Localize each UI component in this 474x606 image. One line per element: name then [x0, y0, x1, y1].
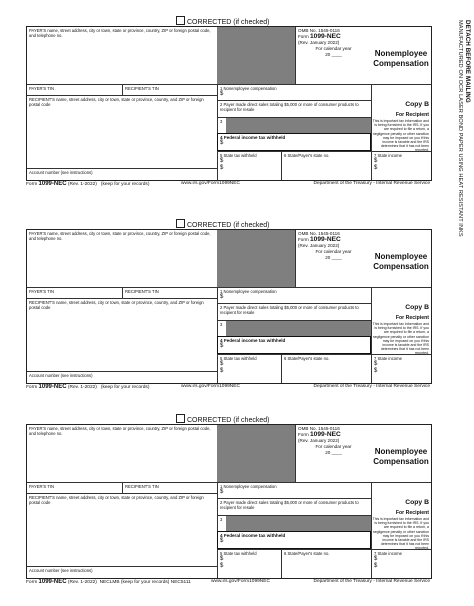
recipient-tin-label: RECIPIENT'S TIN: [125, 484, 159, 489]
box-2-field[interactable]: [217, 303, 371, 320]
payer-info-label: PAYER'S name, street address, city or town, state or province, country, ZIP or foreign postal code, and telephone no.: [29, 231, 211, 241]
footer-url: www.irs.gov/Form1099NEC: [211, 579, 270, 584]
copy-label: Copy B: [405, 101, 429, 108]
corrected-label: CORRECTED (if checked): [187, 19, 270, 26]
box-6-label: 6 State/Payer's state no.: [284, 356, 330, 361]
payer-tin-label: PAYER'S TIN: [29, 484, 54, 489]
payer-tin-label: PAYER'S TIN: [29, 86, 54, 91]
form-revision: (Rev. January 2022): [298, 438, 340, 443]
omb-number: OMB No. 1545-0116: [298, 426, 340, 431]
footer-form-name: 1099-NEC: [38, 579, 67, 585]
tax-notice: This is important tax information and is being furnished to the IRS. If you are required to file a return, a negligence penalty or other sanction may be imposed on you if this income is taxable and the IRS determines that it has not been reported.: [372, 517, 429, 551]
box-7-label: 7 State income: [374, 356, 402, 361]
paper-notice: MANUFACTURED ON OCR LASER BOND PAPER USING HEAT RESISTANT INKS: [457, 20, 463, 237]
box-3-shading: [226, 118, 371, 133]
form-prefix: Form: [298, 432, 309, 437]
footer-keep-note: (keep for your records): [100, 182, 150, 187]
corrected-label: CORRECTED (if checked): [187, 222, 270, 229]
form-1099-nec: [26, 229, 432, 384]
box-3-label: 3: [220, 119, 223, 124]
box-6-label: 6 State/Payer's state no.: [284, 551, 330, 556]
box-7-field[interactable]: [371, 151, 431, 180]
box-6-field[interactable]: [281, 354, 371, 383]
form-revision: (Rev. January 2022): [298, 243, 340, 248]
box-4-field[interactable]: [217, 531, 371, 549]
calendar-year-label: For calendar year: [315, 249, 352, 254]
payer-tin-field[interactable]: [27, 84, 122, 95]
form-revision: (Rev. January 2022): [298, 40, 340, 45]
form-name: 1099-NEC: [310, 33, 341, 40]
form-name: 1099-NEC: [310, 431, 341, 438]
copy-label: Copy B: [405, 499, 429, 506]
box-7-label: 7 State income: [374, 551, 402, 556]
payer-info-label: PAYER'S name, street address, city or town, state or province, country, ZIP or foreign postal code, and telephone no.: [29, 28, 211, 38]
payer-tin-field[interactable]: [27, 287, 122, 298]
footer-url: www.irs.gov/Form1099NEC: [181, 384, 240, 389]
dollar-sign: $: [220, 556, 224, 562]
dollar-sign: $: [220, 361, 224, 367]
form-title: Nonemployee Compensation: [373, 49, 429, 68]
dollar-sign: $: [220, 563, 224, 569]
box-4-label: 4 Federal income tax withheld: [220, 135, 286, 140]
footer-form-prefix: Form: [26, 385, 38, 390]
recipient-tin-field[interactable]: [122, 84, 217, 95]
calendar-year-value[interactable]: 20 ____: [325, 255, 342, 260]
footer-keep-note: (keep for your records): [100, 385, 150, 390]
box-3-label: 3: [220, 517, 223, 522]
box-2-field[interactable]: [217, 100, 371, 117]
tax-notice: This is important tax information and is being furnished to the IRS. If you are required to file a return, a negligence penalty or other sanction may be imposed on you if this income is taxable and the IRS determines that it has not been reported.: [372, 322, 429, 356]
recipient-address-label: RECIPIENT'S name, street address, city or town, state or province, country, and ZIP or foreign postal code: [29, 495, 204, 505]
box-5-label: 5 State tax withheld: [220, 551, 257, 556]
dollar-sign: $: [220, 343, 224, 349]
form-1099-nec: [26, 424, 432, 579]
box-5-label: 5 State tax withheld: [220, 153, 257, 158]
corrected-checkbox[interactable]: [176, 219, 185, 228]
recipient-tin-label: RECIPIENT'S TIN: [125, 86, 159, 91]
dollar-sign: $: [374, 361, 378, 367]
dollar-sign: $: [220, 165, 224, 171]
dollar-sign: $: [220, 158, 224, 164]
footer-form-prefix: Form: [26, 580, 38, 585]
recipient-address-field[interactable]: [27, 95, 217, 168]
side-margin-text: [455, 0, 474, 300]
form-copy-3: [26, 414, 432, 604]
box-3-shading: [226, 516, 371, 531]
form-copy-1: [26, 16, 432, 206]
payer-info-field[interactable]: [27, 230, 217, 287]
box-5-field[interactable]: [217, 549, 281, 578]
dollar-sign: $: [374, 556, 378, 562]
omb-box: [295, 27, 371, 84]
omb-box: [295, 230, 371, 287]
for-recipient-label: For Recipient: [395, 112, 429, 118]
account-number-label: Account number (see instructions): [29, 373, 93, 378]
footer-url: www.irs.gov/Form1099NEC: [181, 181, 240, 186]
footer-form-name: 1099-NEC: [38, 181, 67, 187]
payer-info-field[interactable]: [27, 27, 217, 84]
box-3-label: 3: [220, 322, 223, 327]
for-recipient-label: For Recipient: [395, 315, 429, 321]
corrected-checkbox[interactable]: [176, 16, 185, 25]
form-prefix: Form: [298, 34, 309, 39]
dollar-sign: $: [220, 91, 224, 97]
tax-notice: This is important tax information and is being furnished to the IRS. If you are required to file a return, a negligence penalty or other sanction may be imposed on you if this income is taxable and the IRS determines that it has not been reported.: [372, 119, 429, 153]
calendar-year-value[interactable]: 20 ____: [325, 52, 342, 57]
form-1099-nec: [26, 26, 432, 181]
dollar-sign: $: [374, 158, 378, 164]
footer-form-prefix: Form: [26, 182, 38, 187]
box-4-label: 4 Federal income tax withheld: [220, 533, 286, 538]
detach-notice: DETACH BEFORE MAILING: [464, 20, 471, 103]
account-number-field[interactable]: [27, 168, 217, 180]
box-1-field[interactable]: [217, 84, 371, 100]
account-number-field[interactable]: [27, 371, 217, 383]
form-footer: [26, 384, 430, 391]
dollar-sign: $: [220, 538, 224, 544]
account-number-label: Account number (see instructions): [29, 170, 93, 175]
box-5-label: 5 State tax withheld: [220, 356, 257, 361]
dollar-sign: $: [374, 368, 378, 374]
omb-number: OMB No. 1545-0116: [298, 231, 340, 236]
calendar-year-value[interactable]: 20 ____: [325, 450, 342, 455]
account-number-field[interactable]: [27, 566, 217, 578]
calendar-year-label: For calendar year: [315, 444, 352, 449]
dollar-sign: $: [220, 140, 224, 146]
footer-department: Department of the Treasury - Internal Revenue Service: [313, 181, 430, 186]
form-title: Nonemployee Compensation: [373, 447, 429, 466]
dollar-sign: $: [220, 489, 224, 495]
form-footer: [26, 181, 430, 188]
for-recipient-label: For Recipient: [395, 510, 429, 516]
form-name: 1099-NEC: [310, 236, 341, 243]
box-5-field[interactable]: [217, 354, 281, 383]
box-2-label: 2 Payer made direct sales totaling $5,000 or more of consumer products to recipient for resale: [220, 500, 359, 510]
dollar-sign: $: [220, 368, 224, 374]
recipient-address-label: RECIPIENT'S name, street address, city or town, state or province, country, and ZIP or foreign postal code: [29, 300, 204, 310]
recipient-address-field[interactable]: [27, 493, 217, 566]
box-1-label: 1 Nonemployee compensation: [220, 86, 277, 91]
footer-revision: (Rev. 1-2022): [67, 580, 97, 585]
box-6-field[interactable]: [281, 549, 371, 578]
recipient-tin-label: RECIPIENT'S TIN: [125, 289, 159, 294]
box-1-label: 1 Nonemployee compensation: [220, 484, 277, 489]
footer-form-name: 1099-NEC: [38, 384, 67, 390]
dollar-sign: $: [374, 165, 378, 171]
box-6-label: 6 State/Payer's state no.: [284, 153, 330, 158]
account-number-label: Account number (see instructions): [29, 568, 93, 573]
recipient-tin-field[interactable]: [122, 482, 217, 493]
box-7-label: 7 State income: [374, 153, 402, 158]
box-4-field[interactable]: [217, 336, 371, 354]
omb-number: OMB No. 1545-0116: [298, 28, 340, 33]
form-prefix: Form: [298, 237, 309, 242]
footer-revision: (Rev. 1-2022): [67, 182, 97, 187]
calendar-year-label: For calendar year: [315, 46, 352, 51]
dollar-sign: $: [220, 294, 224, 300]
recipient-address-label: RECIPIENT'S name, street address, city or town, state or province, country, and ZIP or foreign postal code: [29, 97, 204, 107]
footer-keep-note: NECLMB (keep for your records) NEC5111: [99, 580, 191, 585]
box-7-field[interactable]: [371, 549, 431, 578]
shaded-area: [217, 230, 295, 287]
box-3-shading: [226, 321, 371, 336]
payer-tin-field[interactable]: [27, 482, 122, 493]
footer-department: Department of the Treasury - Internal Revenue Service: [313, 384, 430, 389]
corrected-label: CORRECTED (if checked): [187, 417, 270, 424]
box-7-field[interactable]: [371, 354, 431, 383]
footer-department: Department of the Treasury - Internal Revenue Service: [313, 579, 430, 584]
payer-tin-label: PAYER'S TIN: [29, 289, 54, 294]
payer-info-field[interactable]: [27, 425, 217, 482]
omb-box: [295, 425, 371, 482]
shaded-area: [217, 27, 295, 84]
form-footer: [26, 579, 430, 586]
payer-info-label: PAYER'S name, street address, city or town, state or province, country, ZIP or foreign postal code, and telephone no.: [29, 426, 211, 436]
box-1-field[interactable]: [217, 482, 371, 498]
box-4-label: 4 Federal income tax withheld: [220, 338, 286, 343]
box-2-field[interactable]: [217, 498, 371, 515]
box-6-field[interactable]: [281, 151, 371, 180]
footer-revision: (Rev. 1-2022): [67, 385, 97, 390]
box-2-label: 2 Payer made direct sales totaling $5,000 or more of consumer products to recipient for resale: [220, 305, 359, 315]
box-5-field[interactable]: [217, 151, 281, 180]
corrected-checkbox[interactable]: [176, 414, 185, 423]
form-title: Nonemployee Compensation: [373, 252, 429, 271]
box-1-label: 1 Nonemployee compensation: [220, 289, 277, 294]
dollar-sign: $: [374, 563, 378, 569]
recipient-address-field[interactable]: [27, 298, 217, 371]
form-copy-2: [26, 219, 432, 409]
box-2-label: 2 Payer made direct sales totaling $5,000 or more of consumer products to recipient for resale: [220, 102, 359, 112]
recipient-tin-field[interactable]: [122, 287, 217, 298]
box-1-field[interactable]: [217, 287, 371, 303]
box-4-field[interactable]: [217, 133, 371, 151]
copy-label: Copy B: [405, 304, 429, 311]
shaded-area: [217, 425, 295, 482]
